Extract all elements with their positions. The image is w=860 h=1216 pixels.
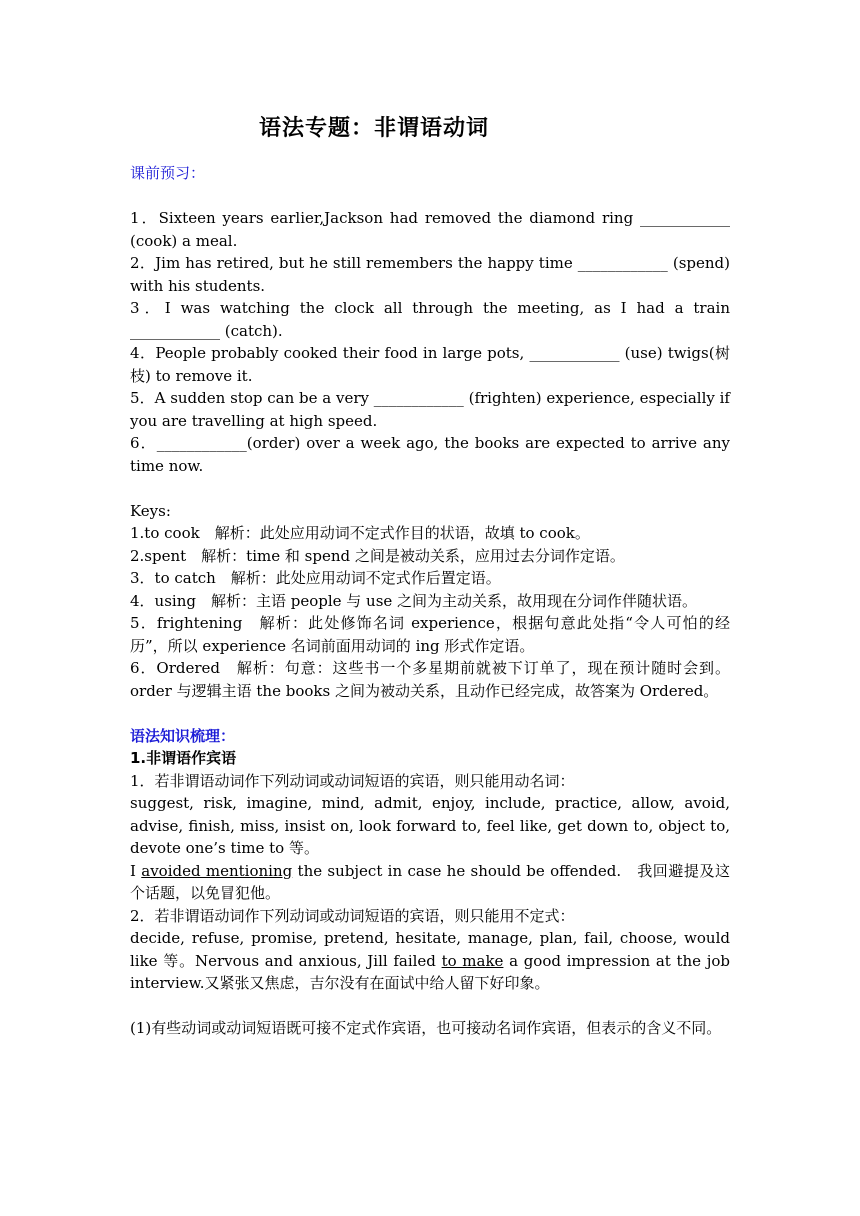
key-item: 4．using 解析：主语 people 与 use 之间为主动关系，故用现在分词作伴随状语。 xyxy=(130,591,698,610)
question-item: 2．Jim has retired, but he still remembers the happy time ____________ (spend) with his students. xyxy=(130,254,730,295)
key-item: 3．to catch 解析：此处应用动词不定式作后置定语。 xyxy=(130,569,501,587)
example-text: I xyxy=(130,861,142,880)
question-item: 3．I was watching the clock all through the meeting, as I had a train ____________ (catch). xyxy=(130,299,730,340)
gerund-verb-list: suggest, risk, imagine, mind, admit, enjoy, include, practice, allow, avoid, advise, finish, miss, insist on, look forward to, feel like, get down to, object to, devote one’s time to 等。 xyxy=(130,794,730,857)
page-title: 语法专题：非谓语动词 xyxy=(258,116,489,141)
example-underlined: to make xyxy=(441,951,504,970)
example-underlined: avoided mentioning xyxy=(141,861,293,880)
note-paragraph: (1)有些动词或动词短语既可接不定式作宾语，也可接动名词作宾语，但表示的含义不同。 xyxy=(130,1019,722,1037)
example-text: decide, refuse, promise, pretend, hesitate, manage, plan, fail, choose, would like 等。Nervous and anxious, Jill failed xyxy=(130,929,730,970)
key-list xyxy=(130,522,730,702)
infinitive-intro: 2．若非谓语动词作下列动词或动词短语的宾语，则只能用不定式： xyxy=(130,906,575,925)
key-item: 2.spent 解析：time 和 spend 之间是被动关系，应用过去分词作定语。 xyxy=(130,546,625,565)
keys-label: Keys: xyxy=(130,501,171,520)
grammar-label: 语法知识梳理： xyxy=(130,726,236,745)
key-item: 6．Ordered 解析：句意：这些书一个多星期前就被下订单了，现在预计随时会到。order 与逻辑主语 the books 之间为被动关系，且动作已经完成，故答案为 Ordered。 xyxy=(130,659,730,700)
question-item: 5．A sudden stop can be a very ____________ (frighten) experience, especially if you are travelling at high speed. xyxy=(130,389,730,430)
section-heading: 1.非谓语作宾语 xyxy=(130,749,237,767)
question-item: 4．People probably cooked their food in large pots, ____________ (use) twigs(树枝) to remove it. xyxy=(130,344,730,385)
question-item: 6．____________(order) over a week ago, the books are expected to arrive any time now. xyxy=(130,434,730,475)
question-item: 1．Sixteen years earlier,Jackson had removed the diamond ring ____________ (cook) a meal. xyxy=(130,209,730,250)
document-body xyxy=(130,162,730,1040)
key-item: 1.to cook 解析：此处应用动词不定式作目的状语，故填 to cook。 xyxy=(130,524,590,542)
gerund-example xyxy=(130,860,730,905)
example-text: a good impression at the job interview.又紧张又焦虑，吉尔没有在面试中给人留下好印象。 xyxy=(130,951,730,992)
example-text: the subject in case he should be offended. 我回避提及这个话题，以免冒犯他。 xyxy=(130,861,730,902)
gerund-intro: 1．若非谓语动词作下列动词或动词短语的宾语，则只能用动名词： xyxy=(130,771,575,790)
preview-label: 课前预习： xyxy=(130,164,206,182)
infinitive-verb-list xyxy=(130,927,730,995)
question-list xyxy=(130,207,730,477)
key-item: 5．frightening 解析：此处修饰名词 experience，根据句意此处指“令人可怕的经历”，所以 experience 名词前面用动词的 ing 形式作定语。 xyxy=(130,614,730,655)
